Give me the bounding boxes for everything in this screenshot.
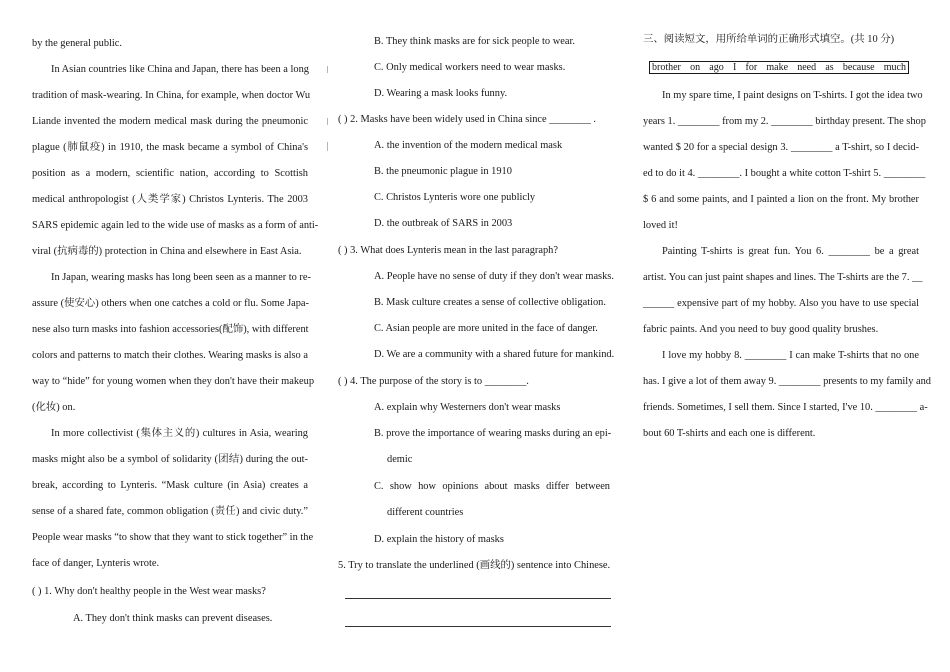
option-3c: C. Asian people are more united in the face of danger. xyxy=(374,323,598,334)
option-4c-cont: different countries xyxy=(387,507,464,518)
option-3b: B. Mask culture creates a sense of collective obligation. xyxy=(374,297,606,308)
column-divider xyxy=(327,66,328,73)
word-bank-item: as xyxy=(825,62,834,73)
text-line: In Asian countries like China and Japan, there has been a long xyxy=(51,64,309,75)
option-4d: D. explain the history of masks xyxy=(374,534,504,545)
option-1d: D. Wearing a mask looks funny. xyxy=(374,88,508,99)
text-line: plague (肺鼠疫) in 1910, the mask became a symbol of China's xyxy=(32,142,308,153)
option-1c: C. Only medical workers need to wear masks. xyxy=(374,62,566,73)
text-line: ______ expensive part of my hobby. Also you have to use special xyxy=(643,298,919,309)
word-bank-item: need xyxy=(797,62,817,73)
word-bank xyxy=(649,61,909,74)
text-line: In my spare time, I paint designs on T-shirts. I got the idea two xyxy=(662,90,923,101)
text-line: artist. You can just paint shapes and lines. The T-shirts are the 7. __ xyxy=(643,272,923,283)
text-line: bout 60 T-shirts and each one is different. xyxy=(643,428,816,439)
word-bank-item: ago xyxy=(709,62,724,73)
word-bank-item: I xyxy=(732,62,737,73)
option-1a: A. They don't think masks can prevent diseases. xyxy=(73,613,273,624)
text-line: colors and patterns to match their clothes. Wearing masks is also a xyxy=(32,350,308,361)
question-1: ( ) 1. Why don't healthy people in the West wear masks? xyxy=(32,586,266,597)
text-line: In Japan, wearing masks has long been seen as a manner to re- xyxy=(51,272,311,283)
option-2c: C. Christos Lynteris wore one publicly xyxy=(374,192,536,203)
text-line: fabric paints. And you need to buy good quality brushes. xyxy=(643,324,879,335)
section-heading: 三、阅读短文，用所给单词的正确形式填空。(共 10 分) xyxy=(643,34,895,45)
option-3a: A. People have no sense of duty if they don't wear masks. xyxy=(374,271,614,282)
text-line: position as a modern, scientific nation, according to Scottish xyxy=(32,168,308,179)
text-line: masks might also be a symbol of solidarity (团结) during the out- xyxy=(32,454,308,465)
text-line: ed to do it 4. ________. I bought a white cotton T-shirt 5. ________ xyxy=(643,168,926,179)
option-4b-cont: demic xyxy=(387,454,413,465)
text-line: way to “hide” for young women when they don't have their makeup xyxy=(32,376,315,387)
column-divider xyxy=(327,142,328,151)
text-line: sense of a shared fate, common obligation (责任) and civic duty.” xyxy=(32,506,308,517)
word-bank-item: on xyxy=(690,62,701,73)
text-line: years 1. ________ from my 2. ________ birthday present. The shop xyxy=(643,116,926,127)
question-3: ( ) 3. What does Lynteris mean in the last paragraph? xyxy=(338,245,558,256)
text-line: by the general public. xyxy=(32,38,123,49)
text-line: In more collectivist (集体主义的) cultures in Asia, wearing xyxy=(51,428,308,439)
option-2d: D. the outbreak of SARS in 2003 xyxy=(374,218,513,229)
question-5: 5. Try to translate the underlined (画线的) sentence into Chinese. xyxy=(338,560,611,571)
option-2a: A. the invention of the modern medical mask xyxy=(374,140,563,151)
text-line: SARS epidemic again led to the wide use of masks as a form of anti- xyxy=(32,220,319,231)
text-line: People wear masks “to show that they want to stick together” in the xyxy=(32,532,314,543)
text-line: loved it! xyxy=(643,220,678,231)
text-line: viral (抗病毒的) protection in China and elsewhere in East Asia. xyxy=(32,246,302,257)
question-2: ( ) 2. Masks have been widely used in China since ________ . xyxy=(338,114,596,125)
text-line: nese also turn masks into fashion accessories(配饰), with different xyxy=(32,324,309,335)
word-bank-item: for xyxy=(745,62,758,73)
text-line: $ 6 and some paints, and I painted a lion on the front. My brother xyxy=(643,194,919,205)
word-bank-item: brother xyxy=(652,62,681,73)
word-bank-item: because xyxy=(842,62,875,73)
text-line: assure (使安心) others when one catches a cold or flu. Some Japa- xyxy=(32,298,309,309)
option-4c: C. show how opinions about masks differ between xyxy=(374,481,610,492)
text-line: Liande invented the modern medical mask during the pneumonic xyxy=(32,116,308,127)
option-3d: D. We are a community with a shared future for mankind. xyxy=(374,349,615,360)
option-4b: B. prove the importance of wearing masks during an epi- xyxy=(374,428,612,439)
text-line: tradition of mask-wearing. In China, for example, when doctor Wu xyxy=(32,90,311,101)
text-line: wanted $ 20 for a special design 3. ________ a T-shirt, so I decid- xyxy=(643,142,919,153)
option-4a: A. explain why Westerners don't wear masks xyxy=(374,402,561,413)
text-line: friends. Sometimes, I sell them. Since I started, I've 10. ________ a- xyxy=(643,402,928,413)
word-bank-item: much xyxy=(883,62,906,73)
text-line: (化妆) on. xyxy=(32,402,76,413)
word-bank-item: make xyxy=(766,62,789,73)
text-line: Painting T-shirts is great fun. You 6. ________ be a great xyxy=(662,246,919,257)
option-1b: B. They think masks are for sick people to wear. xyxy=(374,36,575,47)
answer-line xyxy=(345,626,611,627)
text-line: medical anthropologist (人类学家) Christos Lynteris. The 2003 xyxy=(32,194,308,205)
option-2b: B. the pneumonic plague in 1910 xyxy=(374,166,512,177)
text-line: I love my hobby 8. ________ I can make T-shirts that no one xyxy=(662,350,919,361)
text-line: face of danger, Lynteris wrote. xyxy=(32,558,160,569)
answer-line xyxy=(345,598,611,599)
question-4: ( ) 4. The purpose of the story is to ________. xyxy=(338,376,529,387)
text-line: break, according to Lynteris. “Mask culture (in Asia) creates a xyxy=(32,480,308,491)
text-line: has. I give a lot of them away 9. ________ presents to my family and xyxy=(643,376,931,387)
column-divider xyxy=(327,118,328,125)
